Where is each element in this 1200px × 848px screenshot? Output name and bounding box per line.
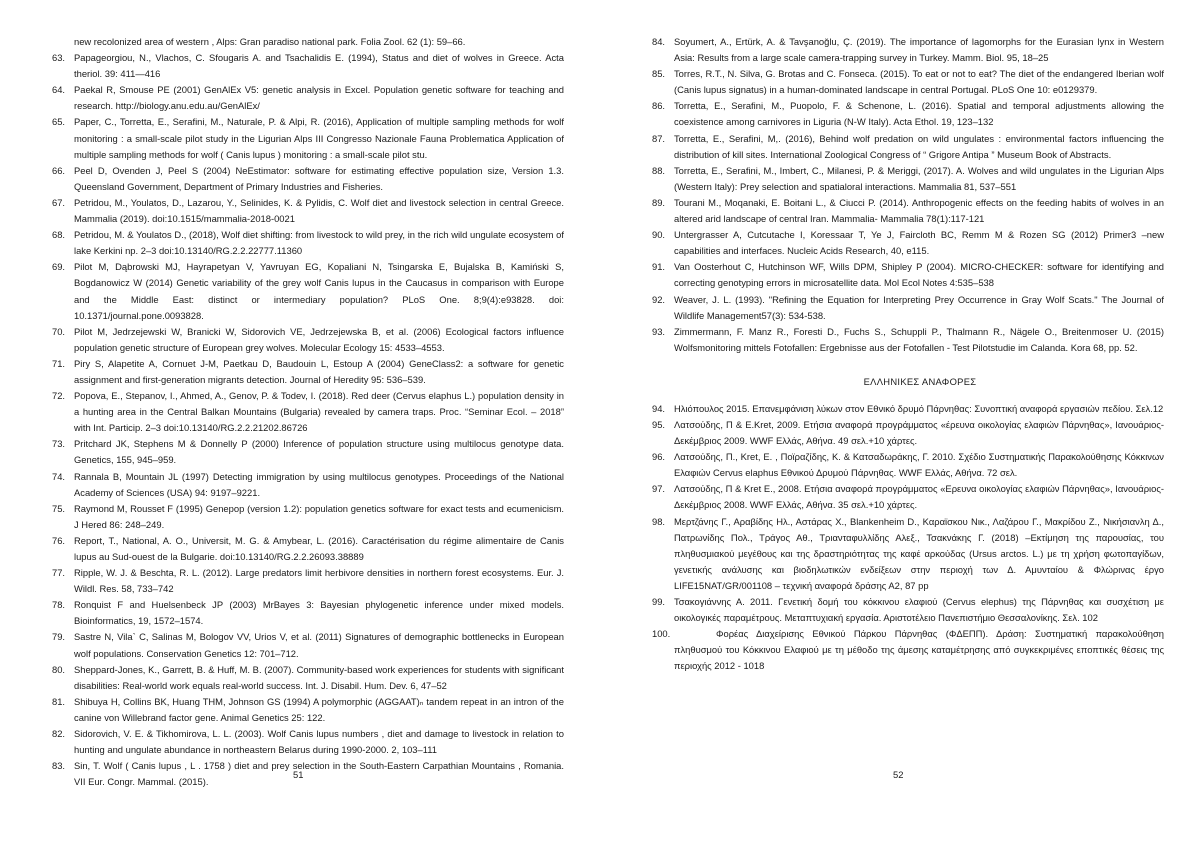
- reference-text: Rannala B, Mountain JL (1997) Detecting immigration by using multilocus genotypes. Proceedings of the National Academy of Sciences (USA) 94: 9197–9221.: [74, 470, 564, 498]
- reference-item: [52, 694, 564, 726]
- reference-item: [652, 131, 1164, 163]
- reference-item: [52, 629, 564, 661]
- reference-text: Τσακογιάννης Α. 2011. Γενετική δομή του κόκκινου ελαφιού (Cervus elephus) της Πάρνηθας και συσχέτιση με οικολογικές παραμέτρους. Μεταπτυχιακή εργασία. Αριστοτέλειο Πανεπιστήμιο Θεσσαλονίκης. Σελ. 102: [674, 596, 1164, 624]
- reference-number: 82.: [52, 728, 66, 740]
- reference-item: [52, 388, 564, 436]
- reference-number: 80.: [52, 663, 66, 675]
- reference-text: Ronquist F and Huelsenbeck JP (2003) MrBayes 3: Bayesian phylogenetic inference under mixed models. Bioinformatics, 19, 1572–1574.: [74, 599, 564, 627]
- reference-number: 91.: [652, 261, 666, 273]
- reference-number: 92.: [652, 293, 666, 305]
- reference-text: Untergrasser A, Cutcutache I, Koressaar T, Ye J, Faircloth BC, Remm M & Rozen SG (2012) Primer3 –new capabilities and interfaces. Nucleic Acids Research, 40, e115.: [674, 229, 1164, 257]
- reference-item: [52, 163, 564, 195]
- reference-item: [652, 163, 1164, 195]
- reference-number: 76.: [52, 534, 66, 546]
- reference-item: [52, 533, 564, 565]
- reference-item: [52, 50, 564, 82]
- reference-item: [52, 356, 564, 388]
- reference-item: [652, 481, 1164, 513]
- reference-text: Paekal R, Smouse PE (2001) GenAlEx V5: genetic analysis in Excel. Population genetic software for teaching and research. http://biology.anu.edu.au/GenAlEx/: [74, 84, 564, 112]
- reference-text: Van Oosterhout C, Hutchinson WF, Wills DPM, Shipley P (2004). MICRO-CHECKER: software for identifying and correcting genotyping errors in microsatellite data. Mol Ecol Notes 4:535–538: [674, 261, 1164, 289]
- reference-number: 69.: [52, 261, 66, 273]
- reference-text: new recolonized area of western , Alps: Gran paradiso national park. Folia Zool. 62 (1): 59–66.: [74, 36, 466, 47]
- reference-number: 85.: [652, 68, 666, 80]
- reference-text: Sheppard-Jones, K., Garrett, B. & Huff, M. B. (2007). Community-based work experiences for students with significant disabilities: Real-world work equals real-world success. Int. J. Disabil. Hum. Dev. 6, 47–52: [74, 663, 564, 691]
- reference-text: Ηλιόπουλος 2015. Επανεμφάνιση λύκων στον Εθνικό δρυμό Πάρνηθας: Συνοπτική αναφορά εργασιών πεδίου. Σελ.12: [674, 402, 1164, 414]
- reference-item: [52, 436, 564, 468]
- reference-item: [652, 259, 1164, 291]
- reference-number: 63.: [52, 52, 66, 64]
- reference-text: Report, T., National, A. O., Universit, M. G. & Amybear, L. (2016). Caractérisation du régime alimentaire de Canis lupus au Sud-ouest de la Bulgarie. doi:10.13140/RG.2.2.26093.38889: [74, 534, 564, 562]
- reference-number: 99.: [652, 596, 666, 607]
- reference-item: [652, 66, 1164, 98]
- reference-number: 84.: [652, 36, 666, 47]
- reference-number: 83.: [52, 760, 66, 772]
- right-page: [652, 34, 1164, 674]
- reference-text: Ripple, W. J. & Beschta, R. L. (2012). Large predators limit herbivore densities in northern forest ecosystems. Eur. J. Wildl. Res. 58, 733–742: [74, 567, 564, 595]
- reference-number: 95.: [652, 418, 666, 430]
- reference-text: Sastre N, Vila` C, Salinas M, Bologov VV, Urios V, et al. (2011) Signatures of demographic bottlenecks in European wolf populations. Conservation Genetics 12: 701–712.: [74, 631, 564, 659]
- reference-text: Weaver, J. L. (1993). "Refining the Equation for Interpreting Prey Occurrence in Gray Wolf Scats." The Journal of Wildlife Management57(3): 534-538.: [674, 293, 1164, 321]
- reference-item: [52, 227, 564, 259]
- reference-text: Λατσούδης, Π & Kret E., 2008. Ετήσια αναφορά προγράμματος «Ερευνα οικολογίας ελαφιών Πάρνηθας», Ιανουάριος-Δεκέμβριος 2008. WWF Ελλάς, Αθήνα. 35 σελ.+10 χάρτες.: [674, 483, 1164, 511]
- reference-number: 72.: [52, 390, 66, 402]
- reference-number: 75.: [52, 502, 66, 514]
- reference-item: [52, 114, 564, 162]
- reference-text: Torretta, E., Serafini, M., Puopolo, F. & Schenone, L. (2016). Spatial and temporal adjustments allowing the coexistence among carnivores in Liguria (N-W Italy). Acta Ethol. 19, 123–132: [674, 100, 1164, 128]
- reference-text: Pilot M, Jedrzejewski W, Branicki W, Sidorovich VE, Jedrzejewska B, et al. (2006) Ecological factors influence population genetic structure of European grey wolves. Molecular Ecology 15: 4533–4553.: [74, 325, 564, 353]
- reference-item: [652, 417, 1164, 449]
- reference-text: Zimmermann, F. Manz R., Foresti D., Fuchs S., Schuppli P., Thalmann R., Nägele O., Breitenmoser U. (2015) Wolfsmonitoring mittels Fotofallen: Ergebnisse aus der Fotofallen - Test Pilotstudie im Calanda. Kora 68, pp. 52.: [674, 325, 1164, 353]
- reference-item: [52, 726, 564, 758]
- reference-number: 78.: [52, 599, 66, 611]
- reference-list-left: [52, 50, 564, 790]
- reference-number: 88.: [652, 164, 666, 176]
- reference-item: [52, 82, 564, 114]
- reference-item: [52, 259, 564, 323]
- reference-item: [652, 514, 1164, 594]
- reference-item: [652, 195, 1164, 227]
- reference-number: 81.: [52, 695, 66, 707]
- reference-number: 73.: [52, 438, 66, 450]
- reference-item: [52, 469, 564, 501]
- reference-number: 71.: [52, 357, 66, 369]
- greek-references-heading: ΕΛΛΗΝΙΚΕΣ ΑΝΑΦΟΡΕΣ: [863, 375, 977, 387]
- reference-item: [52, 758, 564, 790]
- reference-number: 79.: [52, 631, 66, 643]
- reference-number: 93.: [652, 325, 666, 337]
- reference-item: [652, 324, 1164, 356]
- reference-item: [52, 195, 564, 227]
- reference-text: Petridou, M. & Youlatos D., (2018), Wolf diet shifting: from livestock to wild prey, in the rich wild ungulate ecosystem of lake Kerkini np. 2–3 doi:10.13140/RG.2.2.22777.11360: [74, 229, 564, 257]
- reference-item: [652, 227, 1164, 259]
- reference-item: [652, 98, 1164, 130]
- page-number-left: 51: [293, 769, 304, 780]
- left-page: [52, 34, 564, 790]
- reference-text: Soyumert, A., Ertürk, A. & Tavşanoğlu, Ç. (2019). The importance of lagomorphs for the Eurasian lynx in Western Asia: Results from a large scale camera-trapping survey in Turkey. Mamm. Biol. 95, 18–25: [674, 36, 1164, 64]
- reference-text: Petridou, M., Youlatos, D., Lazarou, Y., Selinides, K. & Pylidis, C. Wolf diet and livestock selection in central Greece. Mammalia (2019). doi:10.1515/mammalia-2018-0021: [74, 196, 564, 225]
- reference-number: 68.: [52, 229, 66, 241]
- reference-text: Torres, R.T., N. Silva, G. Brotas and C. Fonseca. (2015). To eat or not to eat? The diet of the endangered Iberian wolf (Canis lupus signatus) in a human-dominated landscape in central Portugal. PLoS One 10: e0129379.: [674, 68, 1164, 96]
- reference-text: Λατσούδης, Π., Kret, E. , Ποϊραζίδης, Κ. & Κατσαδωράκης, Γ. 2010. Σχέδιο Συστηματικής Παρακολούθησης Κόκκινων Ελαφιών Cervus elaphus Εθνικού Δρυμού Πάρνηθας. WWF Ελλάς, Αθήνα. 72 σελ.: [674, 451, 1164, 479]
- reference-text: Papageorgiou, N., Vlachos, C. Sfougaris A. and Tsachalidis E. (1994), Status and diet of wolves in Greece. Acta theriol. 39: 411—416: [74, 52, 564, 80]
- reference-item: [652, 449, 1164, 481]
- reference-number: 70.: [52, 325, 66, 337]
- reference-text: Paper, C., Torretta, E., Serafini, M., Naturale, P. & Alpi, R. (2016), Application of multiple sampling methods for wolf monitoring : a small-scale pilot study in the Ligurian Alps III Congresso Nazionale Fauna Problematica Application of multiple sampling methods for wolf ( Canis lupus ) monitoring : a small-scale pilot stu.: [74, 116, 564, 160]
- reference-text: Torretta, E., Serafini, M,. (2016), Behind wolf predation on wild ungulates : environmental factors influencing the distribution of kill sites. International Zoological Congress of “ Grigore Antipa ” Museum Book of Abstracts.: [674, 132, 1164, 160]
- reference-text: Sidorovich, V. E. & Tikhomirova, L. L. (2003). Wolf Canis lupus numbers , diet and damage to livestock in relation to hunting and ungulate abundance in northeastern Belarus during 1990-2000. 2, 103–111: [74, 728, 564, 756]
- reference-text: Tourani M., Moqanaki, E. Boitani L., & Ciucci P. (2014). Anthropogenic effects on the feeding habits of wolves in an altered arid landscape of central Iran. Mammalia- Mammalia 78(1):117-121: [674, 196, 1164, 225]
- reference-text: Popova, E., Stepanov, I., Ahmed, A., Genov, P. & Todev, I. (2018). Red deer (Cervus elaphus L.) population density in a hunting area in the Central Balkan Mountains (Bulgaria) revealed by camera traps. Proc. “Seminar Ecol. – 2018” with Int. Particip. 2–3 doi:10.13140/RG.2.2.21202.86726: [74, 390, 564, 434]
- reference-item: [652, 594, 1164, 626]
- reference-text: Φορέας Διαχείρισης Εθνικού Πάρκου Πάρνηθας (ΦΔΕΠΠ). Δράση: Συστηματική παρακολούθηση πληθυσμού του Κόκκινου Ελαφιού με τη μέθοδο της άμεσης καταμέτρησης από συγκεκριμένες εποπτικές θέσεις της περιοχής 2012 - 1018: [674, 628, 1164, 672]
- reference-number: 89.: [652, 196, 666, 208]
- reference-number: 66.: [52, 164, 66, 176]
- reference-text: Pritchard JK, Stephens M & Donnelly P (2000) Inference of population structure using multilocus genotype data. Genetics, 155, 945–959.: [74, 438, 564, 466]
- reference-text: Shibuya H, Collins BK, Huang THM, Johnson GS (1994) A polymorphic (AGGAAT)ₙ tandem repeat in an intron of the canine von Willebrand factor gene. Animal Genetics 25: 122.: [74, 695, 564, 723]
- reference-text: Torretta, E., Serafini, M., Imbert, C., Milanesi, P. & Meriggi, (2017). A. Wolves and wild ungulates in the Ligurian Alps (Western Italy): Prey selection and spatialoral interactions. Mammalia 81, 537–551: [674, 164, 1164, 192]
- reference-item: [52, 324, 564, 356]
- page-number-right: 52: [893, 769, 904, 780]
- reference-number: 90.: [652, 229, 666, 241]
- reference-number: 100.: [652, 628, 671, 640]
- reference-list-greek: [652, 401, 1164, 675]
- reference-list-right: [652, 34, 1164, 356]
- reference-number: 96.: [652, 451, 666, 463]
- reference-item: [652, 626, 1164, 674]
- reference-item: [652, 292, 1164, 324]
- reference-text: Sin, T. Wolf ( Canis lupus , L . 1758 ) diet and prey selection in the South-Eastern Carpathian Mountains , Romania. VII Eur. Congr. Mammal. (2015).: [74, 760, 564, 788]
- reference-text: Λατσούδης, Π & E.Kret, 2009. Ετήσια αναφορά προγράμματος «έρευνα οικολογίας ελαφιών Πάρνηθας», Ιανουάριος-Δεκέμβριος 2009. WWF Ελλάς, Αθήνα. 49 σελ.+10 χάρτες.: [674, 418, 1164, 447]
- reference-number: 67.: [52, 196, 66, 208]
- reference-number: 65.: [52, 116, 66, 128]
- reference-number: 94.: [652, 402, 666, 414]
- reference-number: 86.: [652, 100, 666, 112]
- reference-item: [652, 401, 1164, 417]
- reference-item: [652, 34, 1164, 66]
- reference-item: [52, 501, 564, 533]
- reference-text: Μερτζάνης Γ., Αραβίδης Ηλ., Αστάρας Χ., Blankenheim D., Καραϊσκου Νικ., Λαζάρου Γ., Μακρίδου Ζ., Νικήσιανλη Δ., Πατρωνίδης Πολ., Τράγος Αθ., Τριανταφυλλίδης Αλεξ., Τσακνάκης Γ. (2018) –Εκτίμηση της παρουσίας, του πληθυσμιακού μεγέθους και της δραστηριότητας της καφέ αρκούδας (Ursus arctos. L.) με τη χρήση φωτοπαγίδων, γενετικής ανάλυσης και βιοδηλωτικών ενδείξεων στην περιοχή των Δ. Αμυνταίου & Φλώρινας έργο LIFE15NAT/GR/001108 – τεχνική αναφορά δράσης Α2, 87 pp: [674, 515, 1164, 591]
- reference-text: Pilot M, Dąbrowski MJ, Hayrapetyan V, Yavruyan EG, Kopaliani N, Tsingarska E, Bujalska B, Kamiński S, Bogdanowicz W (2014) Genetic variability of the grey wolf Canis lupus in the Caucasus in comparison with Europe and the Middle East: distinct or intermediary population? PLoS One. 8;9(4):e93828. doi: 10.1371/journal.pone.0093828.: [74, 261, 564, 321]
- reference-number: 97.: [652, 483, 666, 495]
- reference-number: 64.: [52, 84, 66, 96]
- reference-number: 77.: [52, 567, 66, 579]
- reference-item: [52, 565, 564, 597]
- reference-item: [52, 662, 564, 694]
- reference-continuation: [52, 34, 564, 50]
- reference-number: 74.: [52, 470, 66, 482]
- reference-text: Raymond M, Rousset F (1995) Genepop (version 1.2): population genetics software for exact tests and ecumenicism. J Hered 86: 248–249.: [74, 502, 564, 530]
- reference-number: 87.: [652, 132, 666, 144]
- reference-text: Peel D, Ovenden J, Peel S (2004) NeEstimator: software for estimating effective population size, Version 1.3. Queensland Government, Department of Primary Industries and Fisheries.: [74, 164, 564, 192]
- reference-text: Piry S, Alapetite A, Cornuet J-M, Paetkau D, Baudouin L, Estoup A (2004) GeneClass2: a software for genetic assignment and first-generation migrants detection. Journal of Heredity 95: 536–539.: [74, 357, 564, 385]
- reference-item: [52, 597, 564, 629]
- reference-number: 98.: [652, 515, 666, 527]
